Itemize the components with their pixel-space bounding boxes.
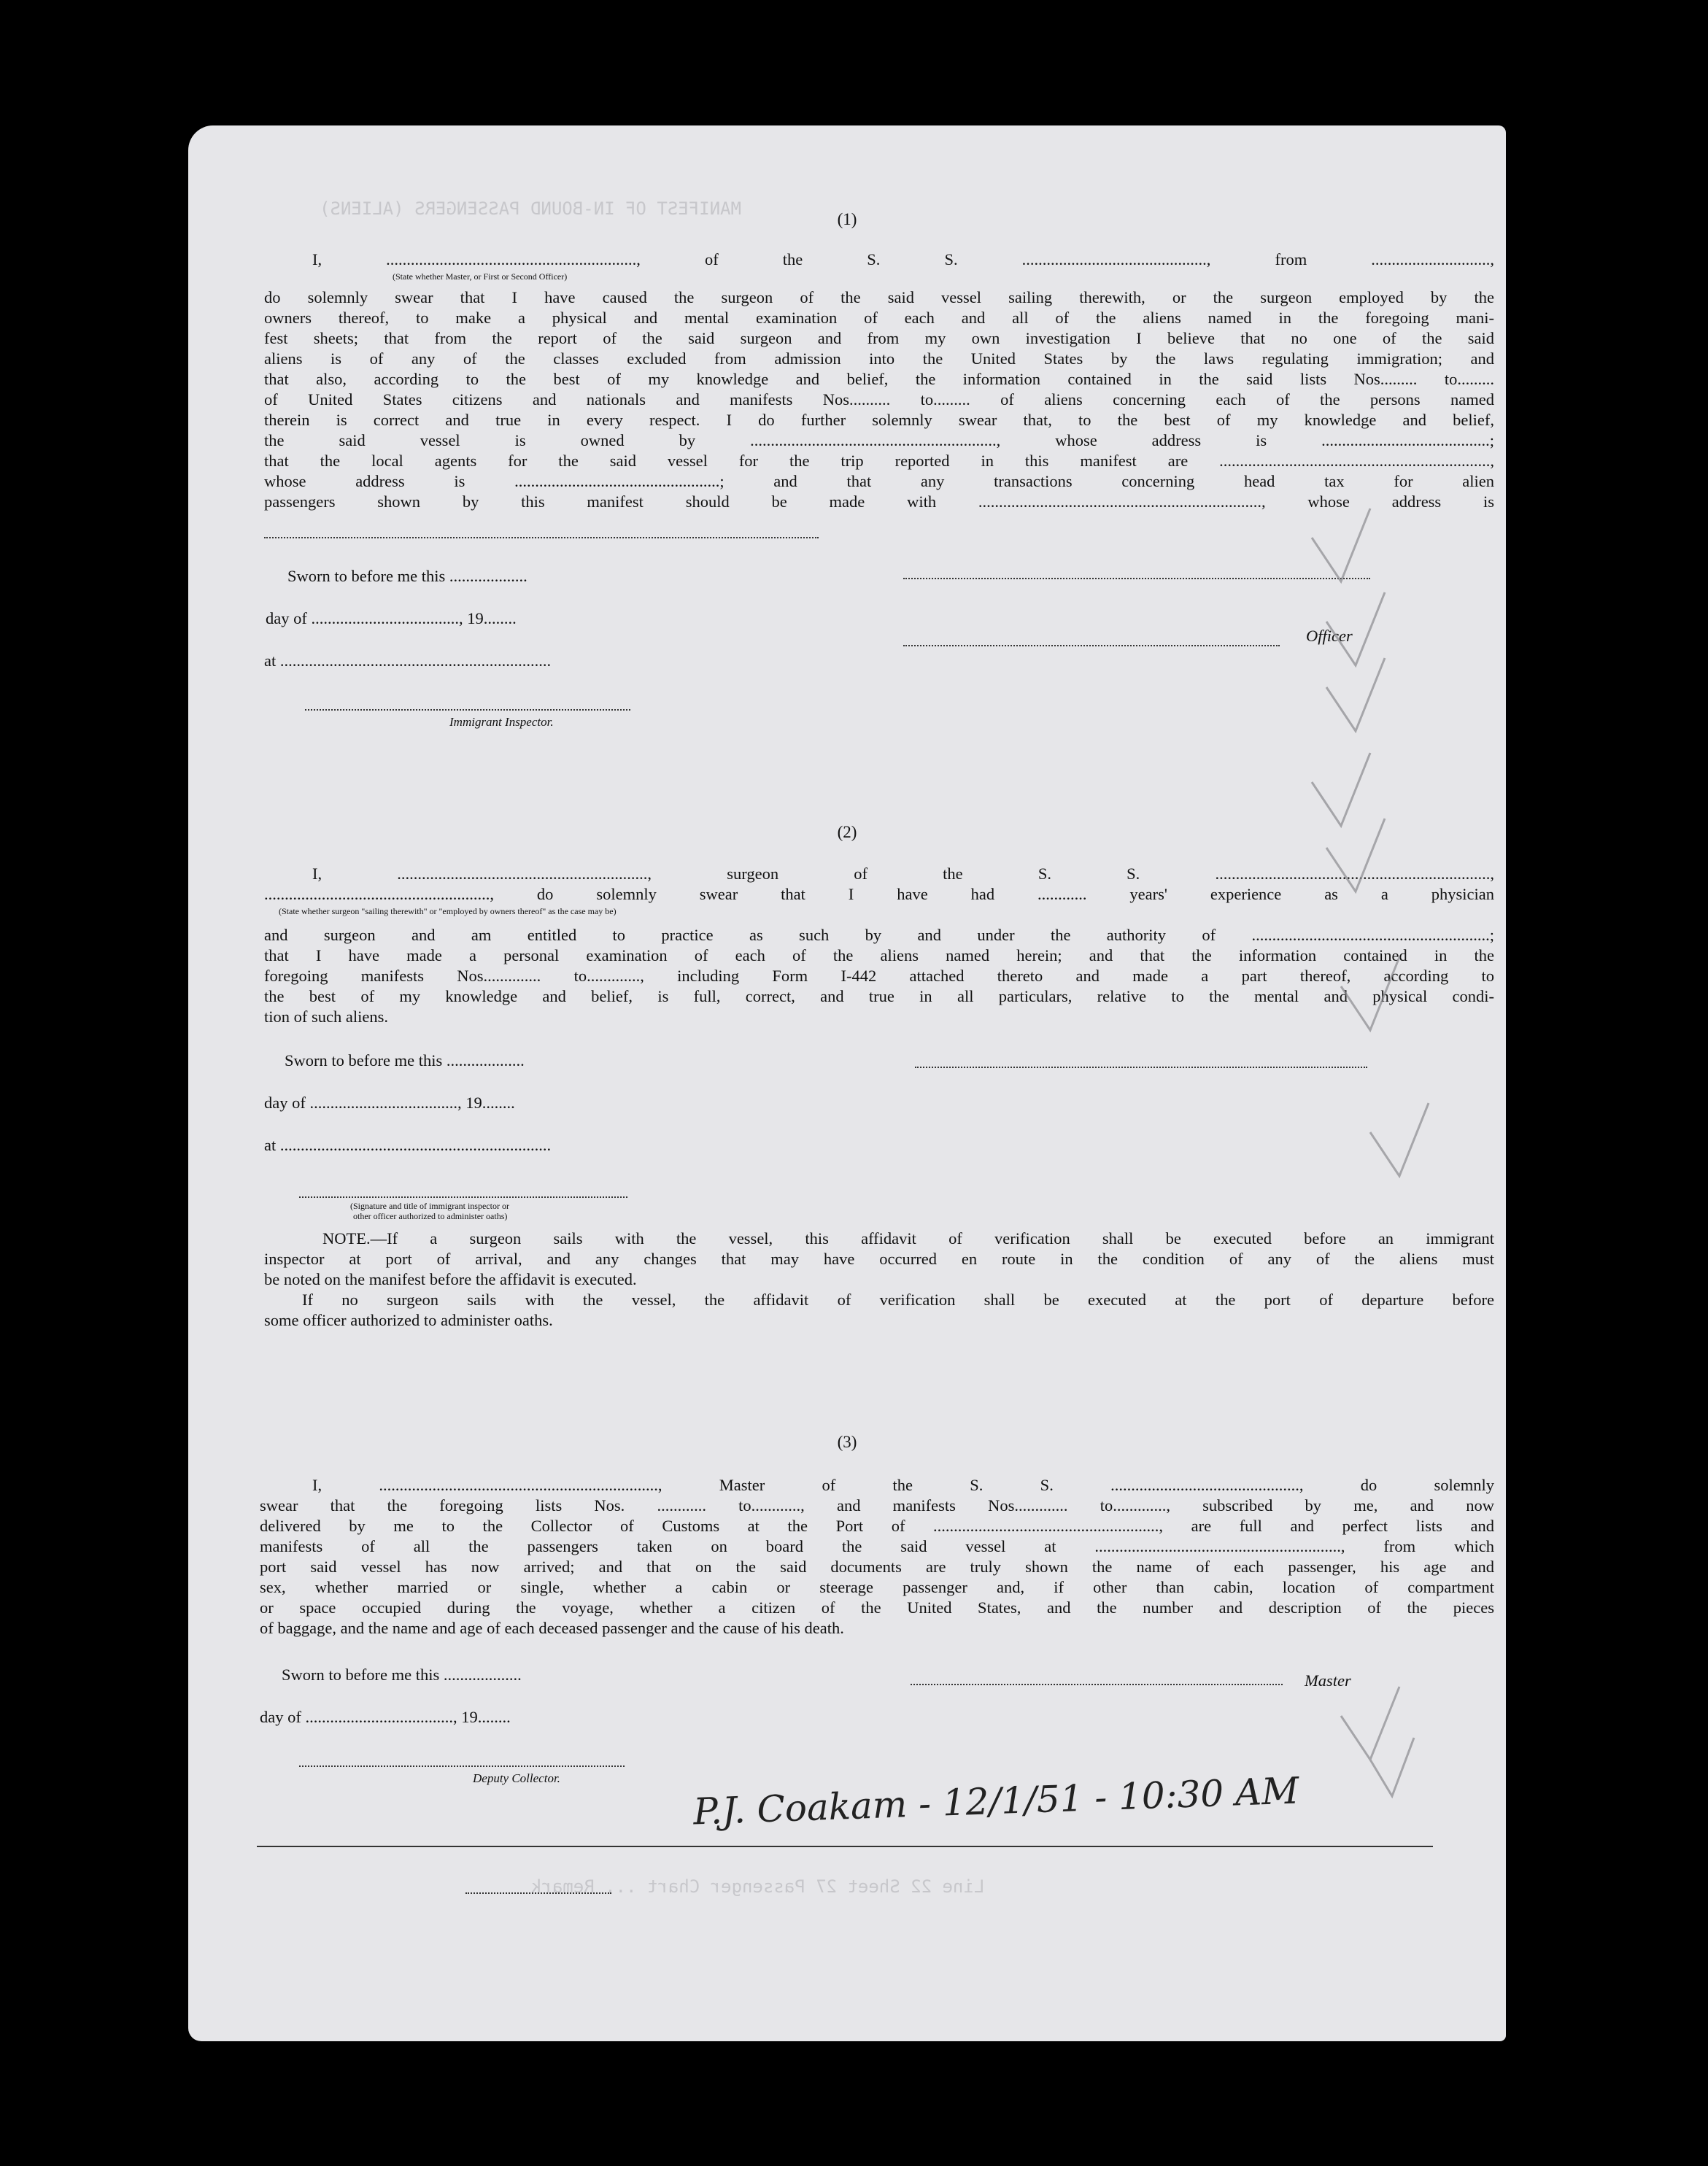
handwritten-note: P.J. Coakam - 12/1/51 - 10:30 AM	[692, 1769, 1300, 1833]
section-2-day: day of ...................................., 19........	[264, 1094, 515, 1112]
bleed-through-header: MANIFEST OF IN-BOUND PASSENGERS (ALIENS)	[320, 198, 741, 219]
check-mark	[1341, 1687, 1399, 1760]
section-3-number: (3)	[837, 1433, 857, 1451]
section-3-first-line: I, ...................................................................., Master of the S. S. .............................................., do solemnly	[312, 1476, 1494, 1494]
section-2-number: (2)	[837, 823, 857, 841]
section-1-first-line: I, ............................................................., of the S. S. ............................................., from .............................,	[312, 250, 1494, 268]
section-2-signature-note-1: (Signature and title of immigrant inspector or	[350, 1201, 509, 1211]
bleed-through-footer: Line 22 Sheet 27 Passenger Chart ... Remark	[531, 1876, 985, 1897]
pencil-check-marks	[188, 125, 1506, 2041]
section-2-signature-note-2: other officer authorized to administer oaths)	[353, 1211, 508, 1221]
manifest-page	[188, 125, 1506, 2041]
section-1-officer-note: (State whether Master, or First or Second Officer)	[393, 271, 568, 282]
check-mark	[1312, 753, 1370, 826]
section-3-master-label: Master	[1305, 1671, 1351, 1690]
section-2-first-line: I, ............................................................., surgeon of the S. S. ...................................................................,	[312, 865, 1494, 883]
section-3-oath: swear that the foregoing lists Nos. ............ to............, and manifests Nos............. to............., subscribed by me, and now delivered by me to the Collector of Customs at the Port of ......................................................., are full and perfect lists and manifests of all the passengers taken on board the said vessel at ............................................................, from which port said vessel has now arrived; and that on the said documents are truly shown the name of each passenger, his age and sex, whether married or single, whether a cabin or steerage passenger and, if other than cabin, location of compartment or space occupied during the voyage, whether a citizen of the United States, and the number and description of the pieces of baggage, and the name and age of each deceased passenger and the cause of his death.	[260, 1496, 1494, 1637]
section-1-oath: do solemnly swear that I have caused the surgeon of the said vessel sailing therewith, or the surgeon employed by the owners thereof, to make a physical and mental examination of each and all of the aliens named in the foregoing mani- fest sheets; that from the report of the said surgeon and from my own investigation I believe that no one of the said aliens is of any of the classes excluded from admission into the United States by the laws regulating immigration; and that also, according to the best of my knowledge and belief, the information contained in the said lists Nos......... to......... of United States citizens and nationals and manifests Nos.......... to......... of aliens concerning each of the persons named therein is correct and true in every respect. I do further solemnly swear that, to the best of my knowledge and belief, the said vessel is owned by ............................................................, whose address is .........................................; that the local agents for the said vessel for the trip reported in this manifest are .................................................................., whose address is ..................................................; and that any transactions concerning head tax for alien passengers shown by this manifest should be made with ....................................................................., whose address is	[264, 288, 1494, 511]
section-1-inspector-label: Immigrant Inspector.	[449, 715, 554, 729]
section-2-at: at ..................................................................	[264, 1136, 552, 1154]
check-mark	[1312, 508, 1370, 581]
section-1-number: (1)	[837, 210, 857, 228]
section-3-day: day of ...................................., 19........	[260, 1708, 511, 1726]
section-1-officer-label: Officer	[1306, 627, 1353, 645]
section-2-sworn: Sworn to before me this ...................	[285, 1051, 525, 1070]
check-mark	[1370, 1738, 1414, 1796]
section-3-sworn: Sworn to before me this ...................	[282, 1666, 522, 1684]
check-mark	[1326, 592, 1385, 665]
section-1-at: at ..................................................................	[264, 651, 552, 670]
section-2-surgeon-note: (State whether surgeon "sailing therewith" or "employed by owners thereof" as the case may be)	[279, 906, 617, 916]
section-2-note: NOTE.—If a surgeon sails with the vessel, this affidavit of verification shall be executed before an immigrant inspector at port of arrival, and any changes that may have occurred en route in the condition of any of the aliens must be noted on the manifest before the affidavit is executed. If no surgeon sails with the vessel, the affidavit of verification shall be executed at the port of departure before some officer authorized to administer oaths.	[264, 1229, 1494, 1329]
section-1-day: day of ...................................., 19........	[266, 609, 517, 627]
check-mark	[1326, 819, 1385, 891]
section-1-sworn: Sworn to before me this ...................	[287, 567, 528, 585]
check-mark	[1370, 1103, 1429, 1176]
check-mark	[1326, 658, 1385, 731]
check-mark	[1341, 957, 1399, 1030]
section-2-oath: and surgeon and am entitled to practice as such by and under the authority of ..........................................................; that I have made a personal examination of each of the aliens named herein; and that the information contained in the foregoing manifests Nos.............. to............., including Form I-442 attached thereto and made a part thereof, according to the best of my knowledge and belief, is full, correct, and true in all particulars, relative to the mental and physical condi- tion of such aliens.	[264, 926, 1494, 1026]
section-2-second-line: ......................................................., do solemnly swear that I have had ............ years' experience as a physician	[264, 885, 1494, 903]
section-3-collector-label: Deputy Collector.	[473, 1771, 560, 1785]
